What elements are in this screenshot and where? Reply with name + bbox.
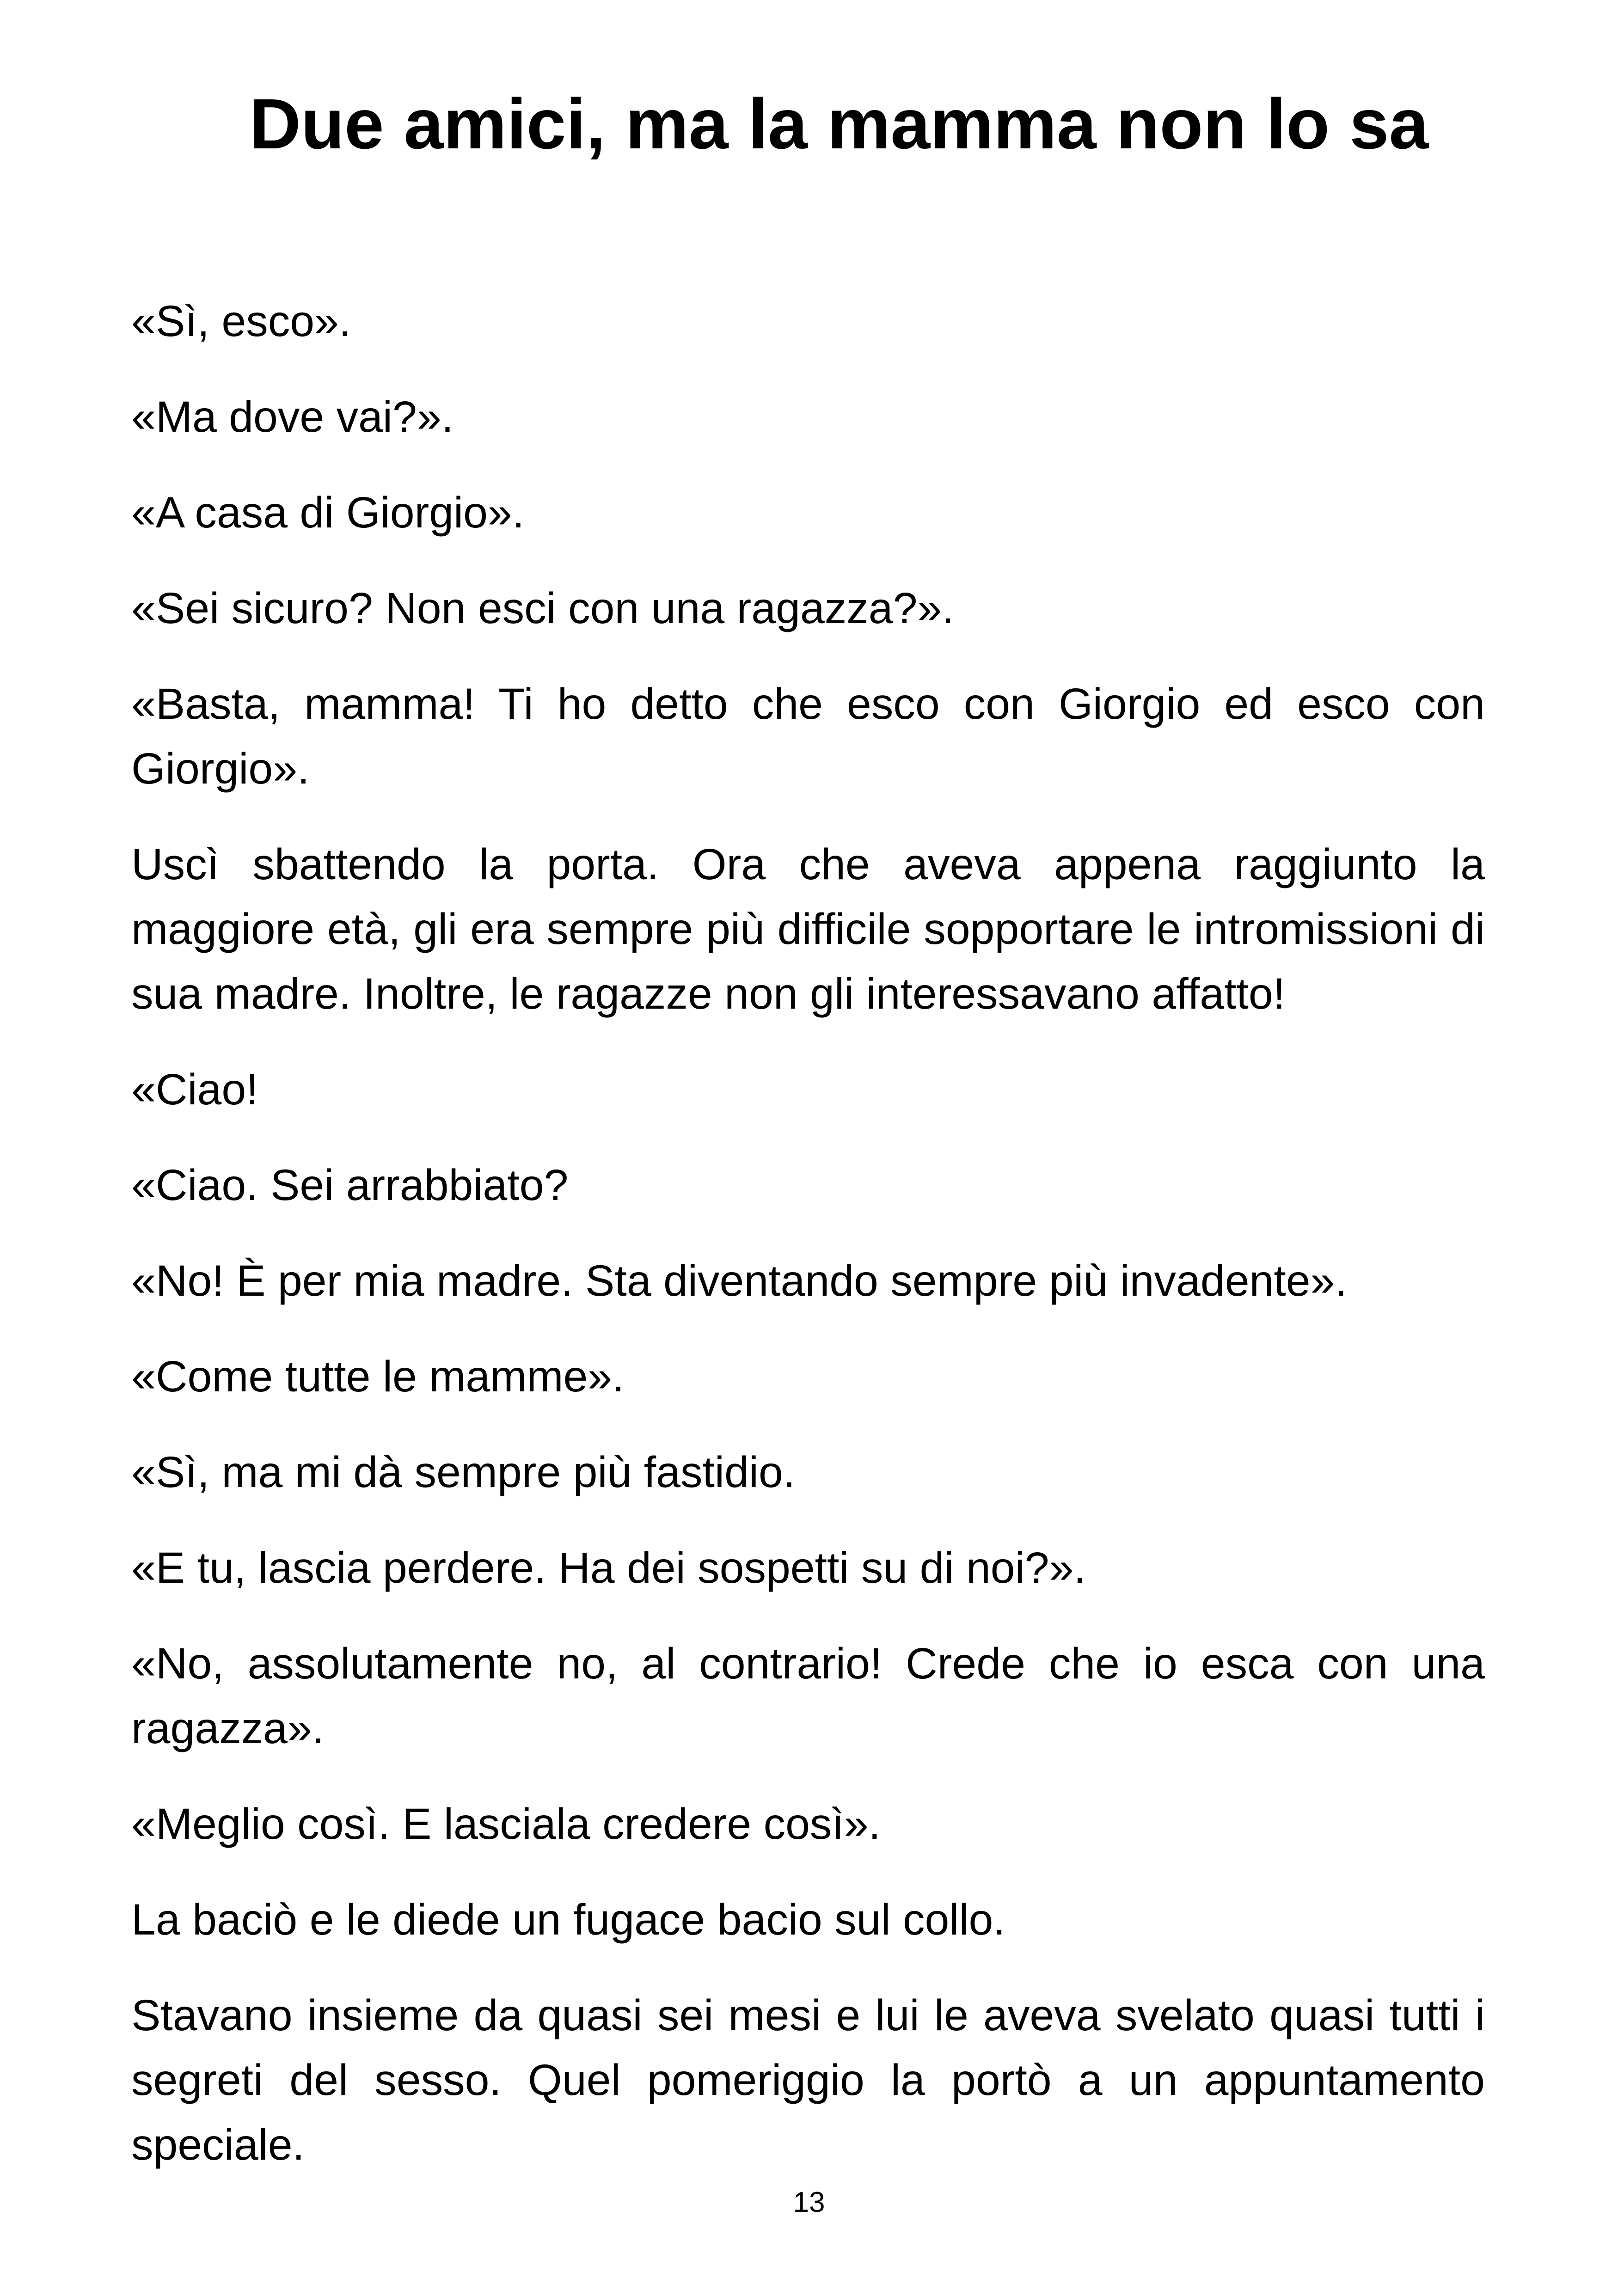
page-number: 13 bbox=[793, 2186, 825, 2218]
paragraph: «Sì, esco». bbox=[131, 297, 351, 346]
paragraph: «Come tutte le mamme». bbox=[131, 1352, 625, 1401]
paragraph: «Ciao. Sei arrabbiato? bbox=[131, 1161, 569, 1210]
paragraph: La baciò e le diede un fugace bacio sul collo. bbox=[131, 1895, 1005, 1944]
body-text bbox=[131, 289, 1485, 2208]
paragraph: «Basta, mamma! Ti ho detto che esco con Giorgio ed esco con Giorgio». bbox=[131, 680, 1485, 793]
paragraph: «Ciao! bbox=[131, 1065, 258, 1114]
page-title: Due amici, ma la mamma non lo sa bbox=[249, 84, 1429, 164]
paragraph: «Ma dove vai?». bbox=[131, 392, 454, 441]
paragraph: «A casa di Giorgio». bbox=[131, 488, 525, 537]
paragraph: Uscì sbattendo la porta. Ora che aveva appena raggiunto la maggiore età, gli era sempre più difficile sopportare le intromissioni di sua madre. Inoltre, le ragazze non gli interessavano affatto! bbox=[131, 840, 1485, 1018]
paragraph: «Meglio così. E lasciala credere così». bbox=[131, 1800, 881, 1849]
paragraph: «Sì, ma mi dà sempre più fastidio. bbox=[131, 1448, 796, 1497]
paragraph: Stavano insieme da quasi sei mesi e lui le aveva svelato quasi tutti i segreti del sesso. Quel pomeriggio la portò a un appuntamento speciale. bbox=[131, 1991, 1485, 2169]
paragraph: «E tu, lascia perdere. Ha dei sospetti su di noi?». bbox=[131, 1543, 1086, 1592]
paragraph: «No! È per mia madre. Sta diventando sempre più invadente». bbox=[131, 1256, 1347, 1305]
paragraph: «No, assolutamente no, al contrario! Crede che io esca con una ragazza». bbox=[131, 1639, 1485, 1753]
paragraph: «Sei sicuro? Non esci con una ragazza?». bbox=[131, 584, 954, 633]
